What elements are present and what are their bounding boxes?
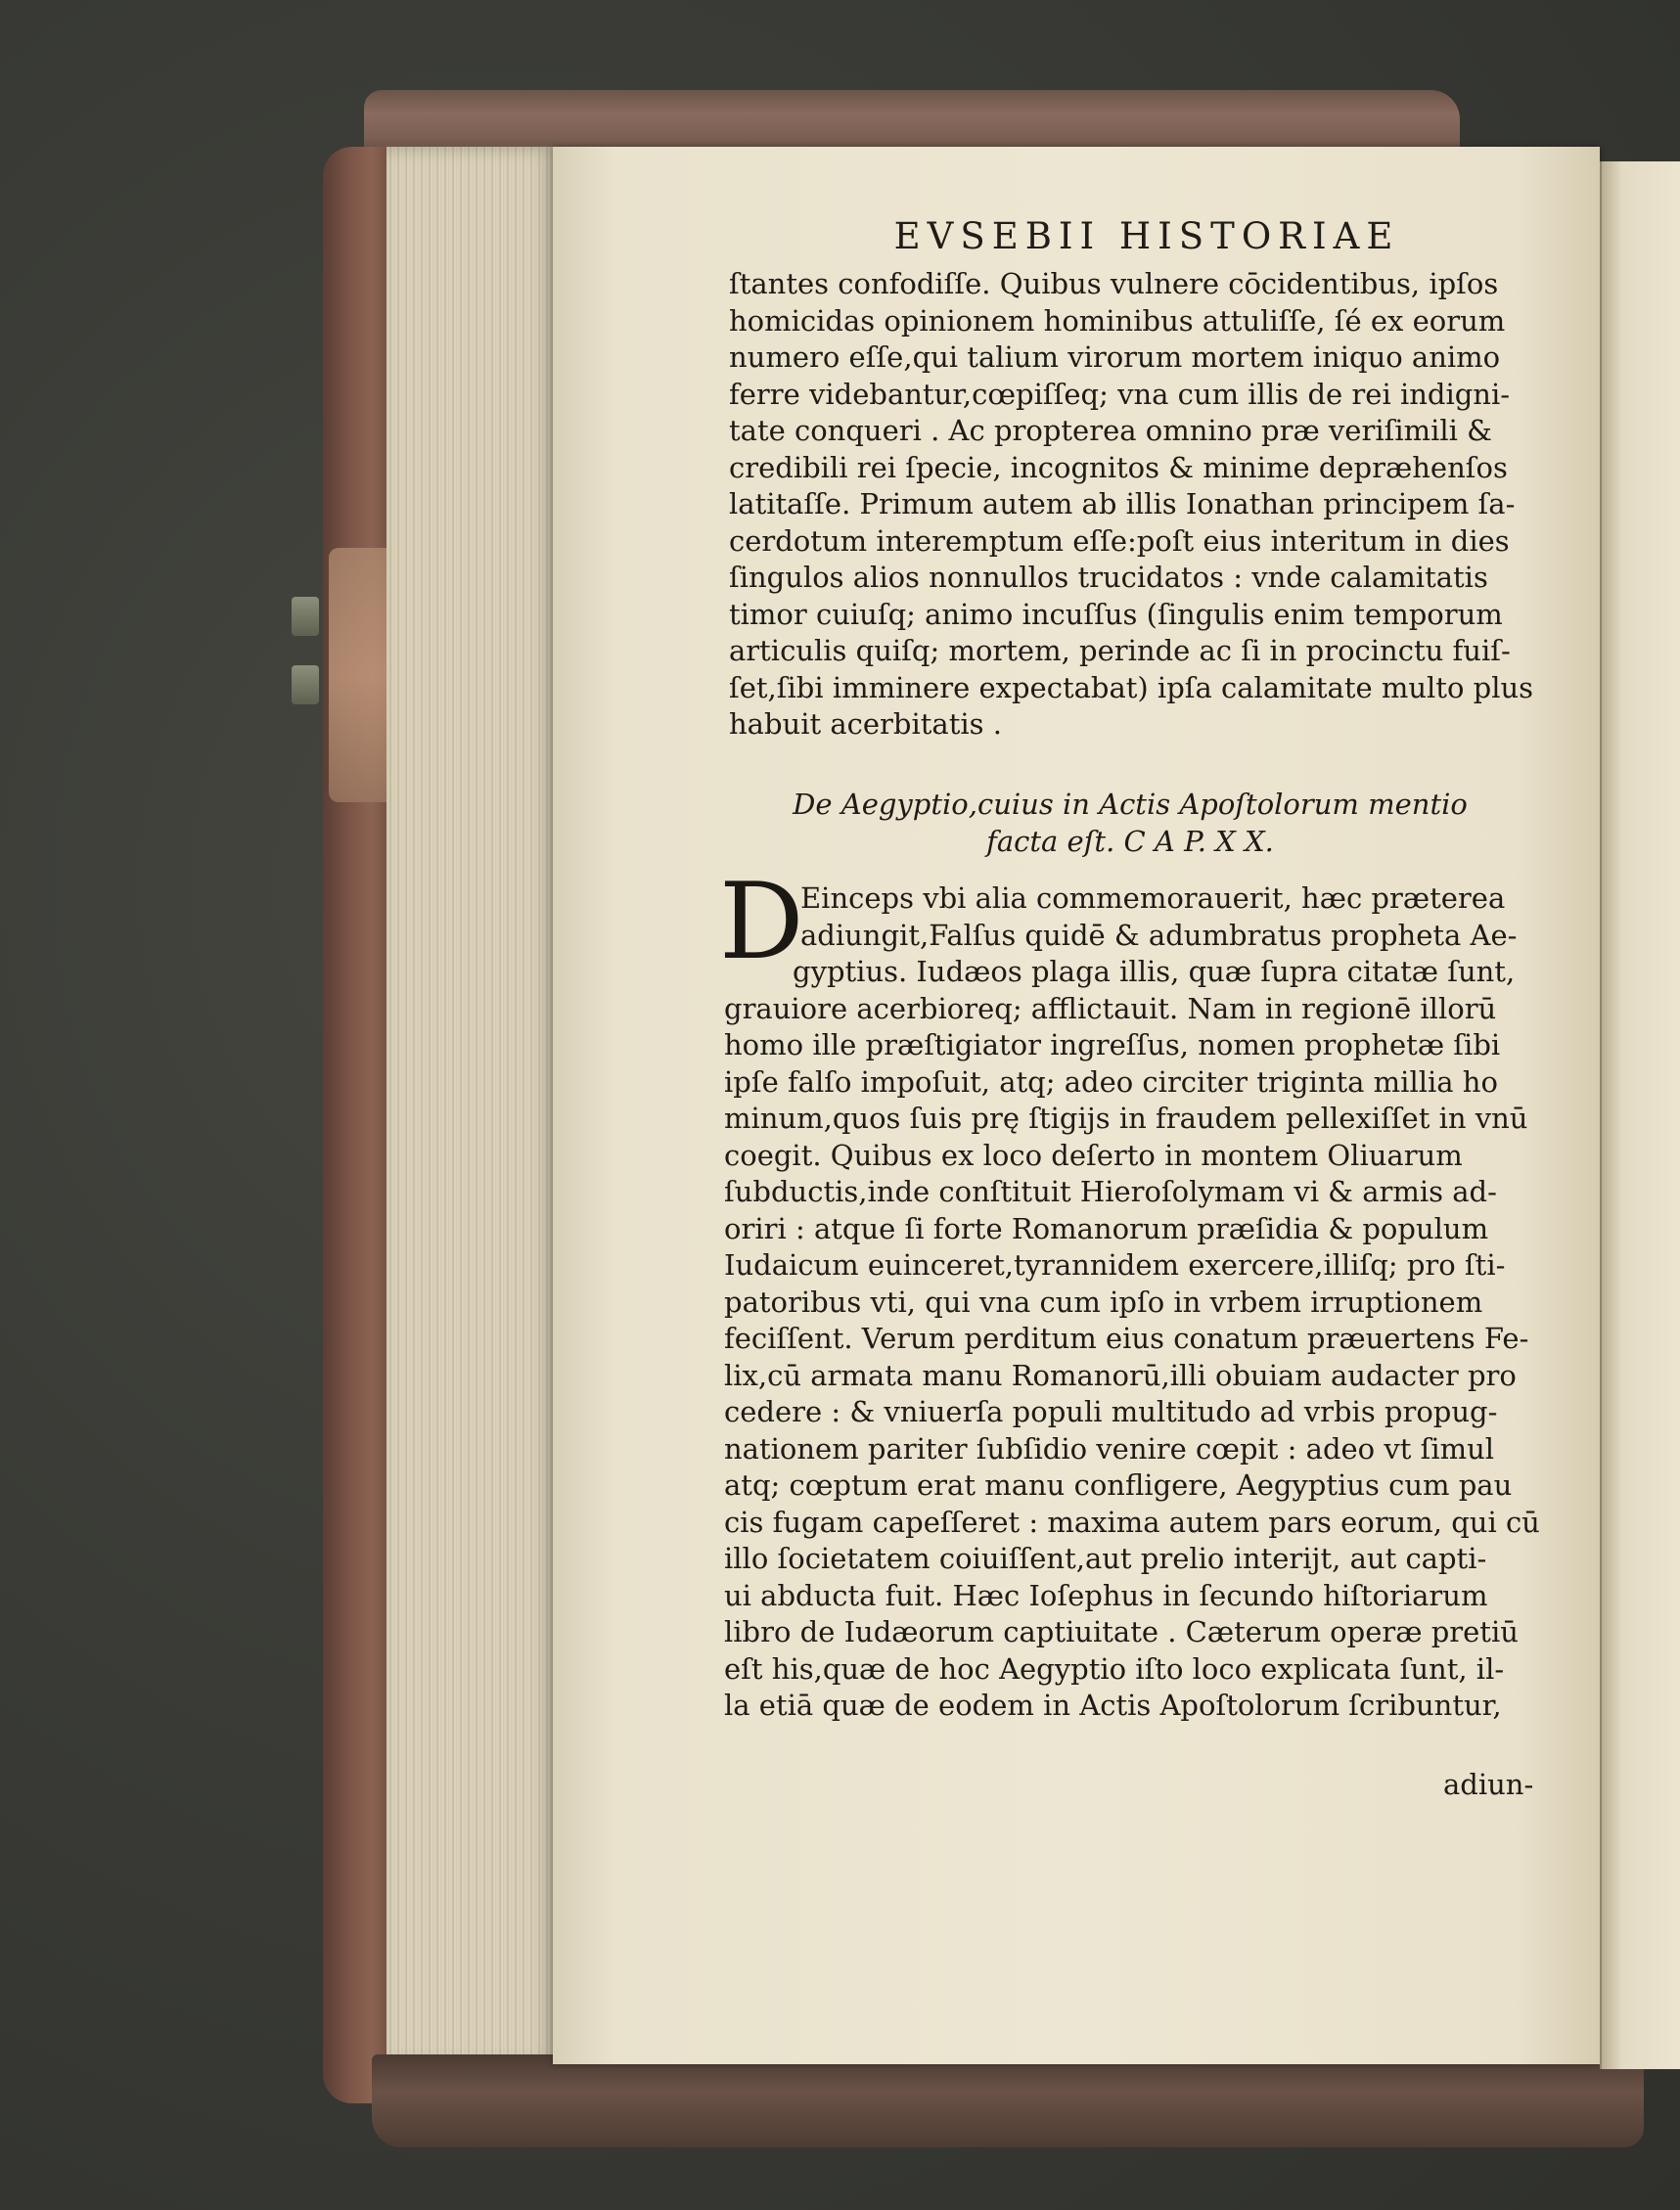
- text-line: cerdotum interemptum eſſe:poſt eius interitum in dies: [729, 523, 1510, 558]
- text-line: articulis quiſq; mortem, perinde ac ſi in procinctu fuiſ-: [729, 634, 1511, 667]
- text-line: atq; cœptum erat manu confligere, Aegyptius cum pau: [724, 1468, 1513, 1502]
- chapter-heading-line: De Aegyptio,cuius in Actis Apoſtolorum mentio: [793, 788, 1468, 821]
- text-line: homicidas opinionem hominibus attuliſſe, ſé ex eorum: [729, 303, 1506, 338]
- text-line: Einceps vbi alia commemorauerit, hæc præterea: [800, 881, 1506, 915]
- clasp-icon: [292, 665, 319, 704]
- clasp-icon: [292, 597, 319, 636]
- book-bottom-edge: [372, 2054, 1644, 2147]
- text-line: cedere : & vniuerſa populi multitudo ad vrbis propug-: [724, 1395, 1498, 1428]
- facing-page-edge: [1600, 161, 1680, 2069]
- text-line: libro de Iudæorum captiuitate . Cæterum operæ pretiū: [724, 1615, 1519, 1648]
- text-line: ipſe falſo impoſuit, atq; adeo circiter triginta millia ho: [724, 1064, 1498, 1099]
- drop-cap: D: [719, 861, 804, 983]
- body-text: [729, 266, 1561, 744]
- text-line: ſubductis,inde conſtituit Hieroſolymam vi & armis ad-: [724, 1175, 1497, 1208]
- text-line: credibili rei ſpecie, incognitos & minime depræhenſos: [729, 450, 1508, 484]
- text-line: patoribus vti, qui vna cum ipſo in vrbem irruptionem: [724, 1285, 1483, 1319]
- text-line: ſtantes confodiſſe. Quibus vulnere cōcidentibus, ipſos: [729, 267, 1499, 300]
- text-line: grauiore acerbioreq; afflictauit. Nam in regionē illorū: [724, 991, 1497, 1025]
- text-line: cis fugam capeſſeret : maxima autem pars eorum, qui cū: [724, 1505, 1540, 1539]
- chapter-text: [724, 880, 1566, 1725]
- text-line: gyptius. Iudæos plaga illis, quæ ſupra citatæ ſunt,: [793, 955, 1516, 988]
- text-line: timor cuiuſq; animo incuſſus (ſingulis enim temporum: [729, 597, 1503, 631]
- text-line: coegit. Quibus ex loco deſerto in montem Oliuarum: [724, 1138, 1463, 1172]
- text-line: ferre videbantur,cœpiſſeq; vna cum illis de rei indigni-: [729, 377, 1511, 411]
- page-block-edges: [386, 147, 558, 2064]
- chapter-heading-line: facta eſt. C A P. X X.: [986, 825, 1274, 858]
- text-line: habuit acerbitatis .: [729, 707, 1002, 741]
- text-line: ſingulos alios nonnullos trucidatos : vnde calamitatis: [729, 561, 1488, 594]
- text-line: la etiā quæ de eodem in Actis Apoſtolorum ſcribuntur,: [724, 1689, 1502, 1722]
- text-line: tate conqueri . Ac propterea omnino præ veriſimili &: [729, 414, 1492, 447]
- text-line: minum,quos ſuis prę ſtigijs in fraudem pellexiſſet in vnū: [724, 1102, 1528, 1135]
- text-line: ui abducta fuit. Hæc Ioſephus in ſecundo hiſtoriarum: [724, 1578, 1488, 1612]
- text-line: feciſſent. Verum perditum eius conatum præuertens Fe-: [724, 1322, 1529, 1355]
- text-line: ſet,ſibi imminere expectabat) ipſa calamitate multo plus: [729, 670, 1534, 704]
- text-line: numero eſſe,qui talium virorum mortem iniquo animo: [729, 340, 1501, 374]
- text-line: oriri : atque ſi forte Romanorum præſidia & populum: [724, 1211, 1489, 1245]
- catchword: adiun-: [1443, 1768, 1534, 1801]
- text-line: adiungit,Falſus quidē & adumbratus propheta Ae-: [800, 918, 1518, 952]
- text-line: homo ille præſtigiator ingreſſus, nomen prophetæ ſibi: [724, 1028, 1501, 1061]
- text-line: latitaſſe. Primum autem ab illis Ionathan principem ſa-: [729, 487, 1516, 520]
- running-head: EVSEBII HISTORIAE: [893, 215, 1400, 257]
- text-line: eſt his,quæ de hoc Aegyptio iſto loco explicata ſunt, il-: [724, 1651, 1505, 1686]
- text-line: illo ſocietatem coiuiſſent,aut prelio interijt, aut capti-: [724, 1542, 1487, 1575]
- chapter-heading: [729, 786, 1531, 860]
- text-line: nationem pariter ſubſidio venire cœpit : adeo vt ſimul: [724, 1431, 1495, 1466]
- text-line: Iudaicum euinceret,tyrannidem exercere,illiſq; pro ſti-: [724, 1248, 1506, 1282]
- text-line: lix,cū armata manu Romanorū,illi obuiam audacter pro: [724, 1358, 1517, 1392]
